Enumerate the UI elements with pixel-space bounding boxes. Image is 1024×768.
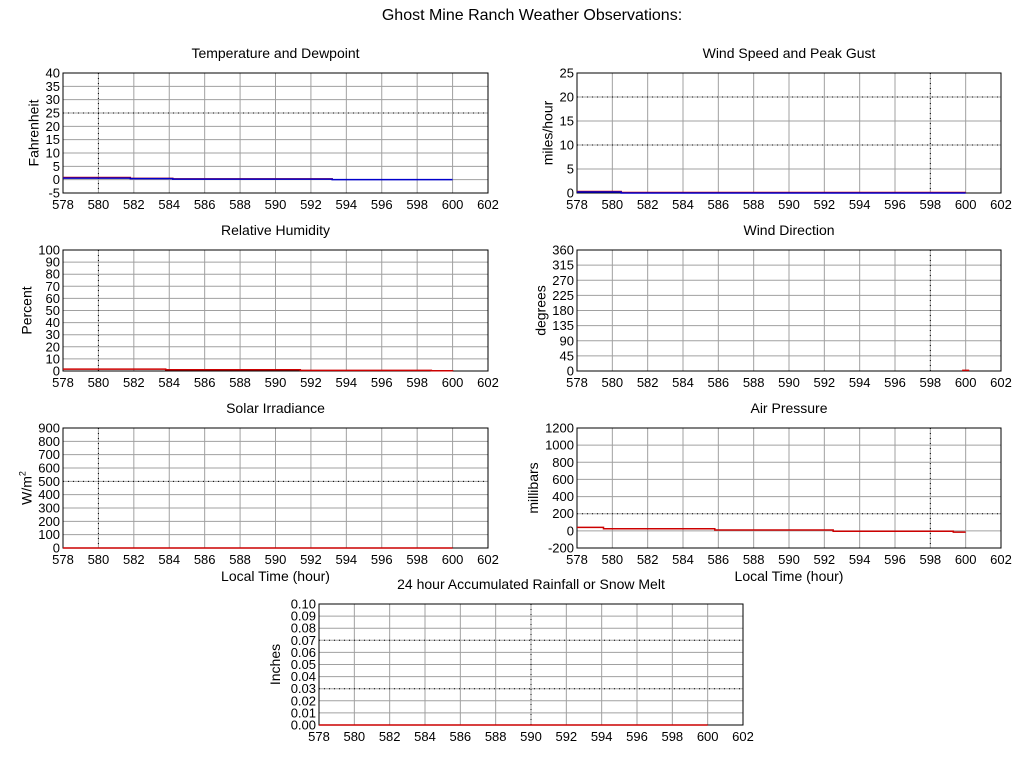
y-tick-label: 0.01 (290, 705, 316, 721)
x-tick-label: 598 (661, 729, 684, 744)
y-tick-label: 10 (45, 145, 60, 161)
y-tick-label: 270 (552, 272, 574, 288)
x-tick-label: 602 (732, 729, 754, 744)
x-tick-label: 598 (919, 375, 942, 390)
y-tick-label: 700 (38, 447, 60, 463)
x-tick-label: 578 (52, 375, 74, 390)
x-tick-label: 586 (707, 197, 730, 212)
x-tick-label: 586 (449, 729, 472, 744)
x-tick-label: 578 (52, 552, 74, 567)
y-tick-label: 25 (559, 65, 574, 81)
chart-title: Wind Speed and Peak Gust (702, 45, 876, 61)
x-tick-label: 598 (919, 552, 942, 567)
wind-speed-chart (540, 45, 1012, 212)
y-tick-label: 20 (559, 89, 574, 105)
x-tick-label: 580 (343, 729, 366, 744)
x-tick-label: 588 (229, 375, 251, 390)
temperature-chart (26, 45, 499, 212)
y-axis-label: degrees (532, 285, 549, 336)
x-tick-label: 596 (884, 375, 906, 390)
y-tick-label: 600 (38, 460, 60, 476)
y-tick-label: 0.02 (290, 693, 316, 709)
x-tick-label: 580 (87, 197, 110, 212)
x-tick-label: 594 (590, 729, 613, 744)
data-series-1 (577, 527, 966, 532)
x-tick-label: 584 (672, 197, 694, 212)
y-tick-label: -5 (48, 185, 60, 201)
chart-title: Wind Direction (743, 222, 835, 238)
y-tick-label: 0 (566, 185, 574, 201)
y-tick-label: 5 (566, 161, 574, 177)
x-tick-label: 586 (193, 197, 216, 212)
y-tick-label: 30 (45, 327, 60, 343)
y-axis-label: miles/hour (539, 100, 556, 166)
y-axis-label: Fahrenheit (25, 99, 42, 167)
x-tick-label: 600 (441, 375, 464, 390)
y-tick-label: -200 (547, 540, 574, 556)
y-tick-label: 135 (552, 318, 574, 334)
x-tick-label: 592 (555, 729, 578, 744)
y-tick-label: 0.04 (290, 669, 316, 685)
y-tick-label: 15 (559, 113, 574, 129)
y-tick-label: 200 (38, 513, 60, 529)
x-tick-label: 586 (707, 375, 730, 390)
x-tick-label: 594 (335, 375, 358, 390)
y-axis-label: Percent (18, 286, 35, 335)
x-tick-label: 582 (636, 375, 659, 390)
x-tick-label: 578 (566, 375, 588, 390)
y-tick-label: 800 (552, 454, 574, 470)
y-tick-label: 30 (45, 92, 60, 108)
y-tick-label: 5 (52, 158, 60, 174)
chart-title: 24 hour Accumulated Rainfall or Snow Melt (397, 576, 665, 592)
x-axis-label: Local Time (hour) (734, 568, 844, 584)
x-tick-label: 578 (566, 552, 588, 567)
y-tick-label: 200 (552, 506, 574, 522)
x-tick-label: 588 (742, 375, 765, 390)
y-tick-label: 0.09 (290, 608, 316, 624)
humidity-chart (18, 222, 498, 390)
y-tick-label: 100 (38, 242, 60, 258)
x-tick-label: 596 (626, 729, 648, 744)
x-tick-label: 600 (954, 197, 977, 212)
x-tick-label: 596 (884, 197, 906, 212)
x-tick-label: 590 (520, 729, 542, 744)
x-tick-label: 602 (477, 375, 499, 390)
x-tick-label: 594 (335, 197, 358, 212)
x-tick-label: 594 (335, 552, 358, 567)
x-tick-label: 588 (484, 729, 507, 744)
x-tick-label: 582 (636, 197, 659, 212)
y-tick-label: 0 (52, 172, 60, 188)
chart-title: Relative Humidity (221, 222, 330, 238)
x-tick-label: 600 (696, 729, 719, 744)
y-tick-label: 180 (552, 303, 574, 318)
y-tick-label: 0.05 (290, 657, 316, 672)
y-tick-label: 50 (45, 303, 60, 318)
y-tick-label: 10 (559, 137, 574, 153)
y-tick-label: 40 (45, 65, 60, 81)
y-tick-label: 25 (45, 105, 60, 121)
x-tick-label: 584 (672, 552, 694, 567)
x-tick-label: 596 (884, 552, 906, 567)
x-tick-label: 600 (441, 552, 464, 567)
y-tick-label: 90 (45, 254, 60, 270)
y-tick-label: 40 (45, 315, 60, 331)
y-tick-label: 20 (45, 339, 60, 355)
x-tick-label: 602 (990, 552, 1012, 567)
x-tick-label: 596 (370, 197, 393, 212)
x-tick-label: 598 (406, 197, 429, 212)
x-tick-label: 598 (406, 552, 429, 567)
y-axis-label-superscript: 2 (17, 471, 28, 477)
x-tick-label: 592 (300, 552, 322, 567)
x-tick-label: 584 (158, 197, 181, 212)
y-tick-label: 15 (45, 132, 60, 148)
y-tick-label: 80 (45, 266, 60, 282)
y-tick-label: 1200 (545, 420, 574, 436)
x-tick-label: 586 (193, 552, 216, 567)
x-tick-label: 596 (370, 552, 393, 567)
x-tick-label: 580 (87, 375, 110, 390)
x-tick-label: 602 (990, 375, 1012, 390)
x-tick-label: 592 (813, 552, 836, 567)
y-tick-label: 500 (38, 473, 60, 489)
x-tick-label: 590 (778, 375, 800, 390)
x-tick-label: 590 (264, 552, 287, 567)
x-tick-label: 578 (52, 197, 74, 212)
x-tick-label: 578 (308, 729, 330, 744)
x-tick-label: 592 (813, 197, 836, 212)
x-tick-label: 584 (672, 375, 694, 390)
y-tick-label: 0 (566, 523, 574, 539)
x-tick-label: 582 (636, 552, 659, 567)
x-tick-label: 580 (601, 552, 624, 567)
x-tick-label: 582 (122, 375, 145, 390)
wind-direction-chart (532, 222, 1011, 390)
x-tick-label: 588 (742, 197, 765, 212)
y-tick-label: 400 (38, 487, 60, 503)
solar-chart (17, 400, 498, 584)
y-tick-label: 0.08 (290, 620, 316, 636)
y-tick-label: 315 (552, 257, 574, 273)
x-tick-label: 602 (990, 197, 1012, 212)
y-tick-label: 0.06 (290, 644, 316, 660)
x-tick-label: 600 (441, 197, 464, 212)
x-tick-label: 592 (300, 375, 322, 390)
y-tick-label: 900 (38, 420, 60, 436)
y-axis-label: millibars (525, 462, 542, 514)
x-tick-label: 586 (707, 552, 730, 567)
y-tick-label: 0 (52, 540, 60, 556)
x-tick-label: 600 (954, 552, 977, 567)
x-tick-label: 582 (122, 197, 145, 212)
x-tick-label: 594 (848, 197, 871, 212)
x-tick-label: 592 (300, 197, 322, 212)
page-title: Ghost Mine Ranch Weather Observations: (381, 7, 683, 24)
y-tick-label: 90 (559, 333, 574, 349)
y-tick-label: 0.07 (290, 632, 316, 648)
x-tick-label: 602 (477, 197, 499, 212)
x-tick-label: 592 (813, 375, 836, 390)
y-tick-label: 300 (38, 500, 60, 516)
y-tick-label: 60 (45, 290, 60, 306)
x-tick-label: 580 (87, 552, 110, 567)
x-tick-label: 584 (414, 729, 436, 744)
y-tick-label: 0.00 (290, 717, 316, 733)
x-tick-label: 600 (954, 375, 977, 390)
x-tick-label: 582 (378, 729, 401, 744)
x-tick-label: 584 (158, 375, 181, 390)
chart-title: Temperature and Dewpoint (191, 45, 360, 61)
y-tick-label: 360 (552, 242, 574, 258)
x-tick-label: 582 (122, 552, 145, 567)
rainfall-chart (267, 576, 754, 744)
x-tick-label: 580 (601, 197, 624, 212)
x-tick-label: 578 (566, 197, 588, 212)
chart-title: Solar Irradiance (226, 400, 325, 416)
x-tick-label: 596 (370, 375, 393, 390)
x-tick-label: 594 (848, 375, 871, 390)
y-tick-label: 1000 (545, 437, 574, 453)
y-tick-label: 45 (559, 348, 574, 364)
x-tick-label: 588 (742, 552, 765, 567)
y-axis-label: Inches (267, 643, 284, 686)
x-tick-label: 598 (406, 375, 429, 390)
x-tick-label: 598 (919, 197, 942, 212)
y-tick-label: 0.03 (290, 681, 316, 697)
y-tick-label: 35 (45, 78, 60, 94)
y-tick-label: 225 (552, 287, 574, 303)
x-tick-label: 590 (778, 552, 800, 567)
chart-title: Air Pressure (750, 400, 828, 416)
y-tick-label: 20 (45, 118, 60, 134)
x-axis-label: Local Time (hour) (221, 568, 330, 584)
y-axis-label: $W/m^2$ (17, 471, 35, 505)
y-tick-label: 70 (45, 278, 60, 294)
x-tick-label: 580 (601, 375, 624, 390)
x-tick-label: 590 (778, 197, 800, 212)
x-tick-label: 590 (264, 197, 287, 212)
y-tick-label: 0 (566, 363, 574, 379)
x-tick-label: 588 (229, 552, 251, 567)
y-tick-label: 0.10 (290, 596, 316, 612)
x-tick-label: 590 (264, 375, 287, 390)
x-tick-label: 594 (848, 552, 871, 567)
pressure-chart (525, 400, 1012, 584)
y-tick-label: 10 (45, 351, 60, 367)
x-tick-label: 602 (477, 552, 499, 567)
y-tick-label: 400 (552, 489, 574, 505)
y-tick-label: 800 (38, 433, 60, 449)
y-tick-label: 600 (552, 471, 574, 487)
x-tick-label: 588 (229, 197, 251, 212)
x-tick-label: 584 (158, 552, 181, 567)
y-tick-label: 0 (52, 363, 60, 379)
y-tick-label: 100 (38, 527, 60, 543)
x-tick-label: 586 (193, 375, 216, 390)
